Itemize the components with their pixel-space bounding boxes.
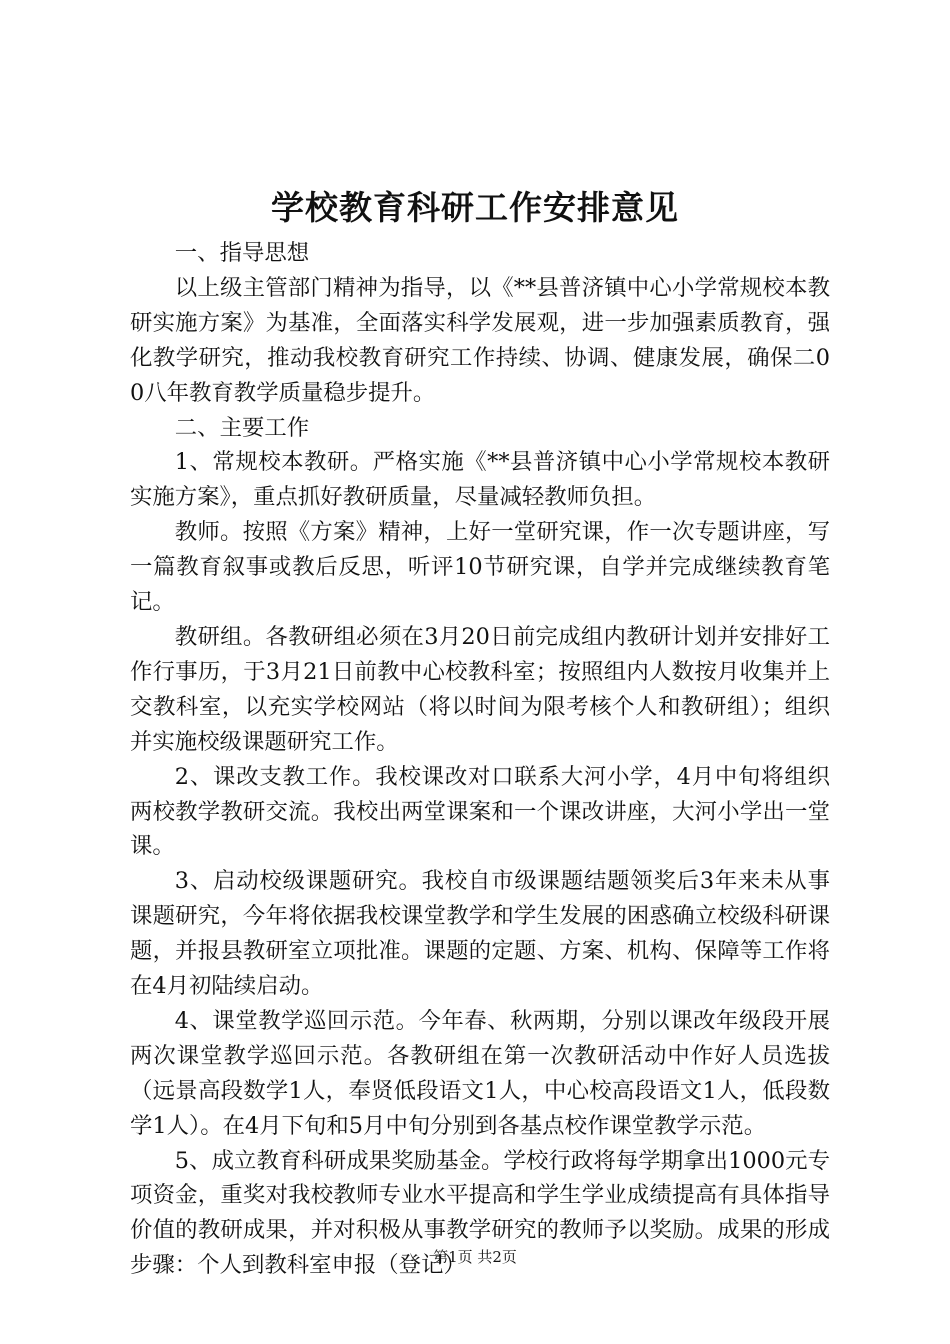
body-paragraph: 1、常规校本教研。严格实施《**县普济镇中心小学常规校本教研实施方案》，重点抓好教研质量，尽量减轻教师负担。 (130, 449, 830, 511)
page-footer: 第1页 共2页 (433, 1248, 517, 1266)
document-body (130, 236, 830, 1283)
document-title: 学校教育科研工作安排意见 (271, 188, 679, 227)
body-paragraph: 教研组。各教研组必须在3月20日前完成组内教研计划并安排好工作行事历，于3月21日前教中心校教科室；按照组内人数按月收集并上交教科室，以充实学校网站（将以时间为限考核个人和教研组）；组织并实施校级课题研究工作。 (130, 623, 830, 755)
body-paragraph: 教师。按照《方案》精神，上好一堂研究课，作一次专题讲座，写一篇教育叙事或教后反思，听评10节研究课，自学并完成继续教育笔记。 (130, 519, 830, 616)
body-paragraph: 3、启动校级课题研究。我校自市级课题结题领奖后3年来未从事课题研究，今年将依据我校课堂教学和学生发展的困惑确立校级科研课题，并报县教研室立项批准。课题的定题、方案、机构、保障等工作将在4月初陆续启动。 (130, 868, 830, 1000)
body-paragraph: 5、成立教育科研成果奖励基金。学校行政将每学期拿出1000元专项资金，重奖对我校教师专业水平提高和学生学业成绩提高有具体指导价值的教研成果，并对积极从事教学研究的教师予以奖励。成果的形成步骤：个人到教科室申报（登记） (130, 1147, 830, 1279)
body-paragraph: 4、课堂教学巡回示范。今年春、秋两期，分别以课改年级段开展两次课堂教学巡回示范。各教研组在第一次教研活动中作好人员选拔（远景高段数学1人，奉贤低段语文1人，中心校高段语文1人，低段数学1人）。在4月下旬和5月中旬分别到各基点校作课堂教学示范。 (130, 1007, 830, 1139)
section-heading-main-work: 二、主要工作 (174, 414, 310, 441)
section-heading-guiding-thought: 一、指导思想 (174, 240, 310, 266)
body-paragraph: 2、课改支教工作。我校课改对口联系大河小学，4月中旬将组织两校教学教研交流。我校出两堂课案和一个课改讲座，大河小学出一堂课。 (130, 763, 830, 860)
body-paragraph: 以上级主管部门精神为指导，以《**县普济镇中心小学常规校本教研实施方案》为基准，全面落实科学发展观，进一步加强素质教育，强化教学研究，推动我校教育研究工作持续、协调、健康发展，确保二00八年教育教学质量稳步提升。 (130, 274, 830, 406)
